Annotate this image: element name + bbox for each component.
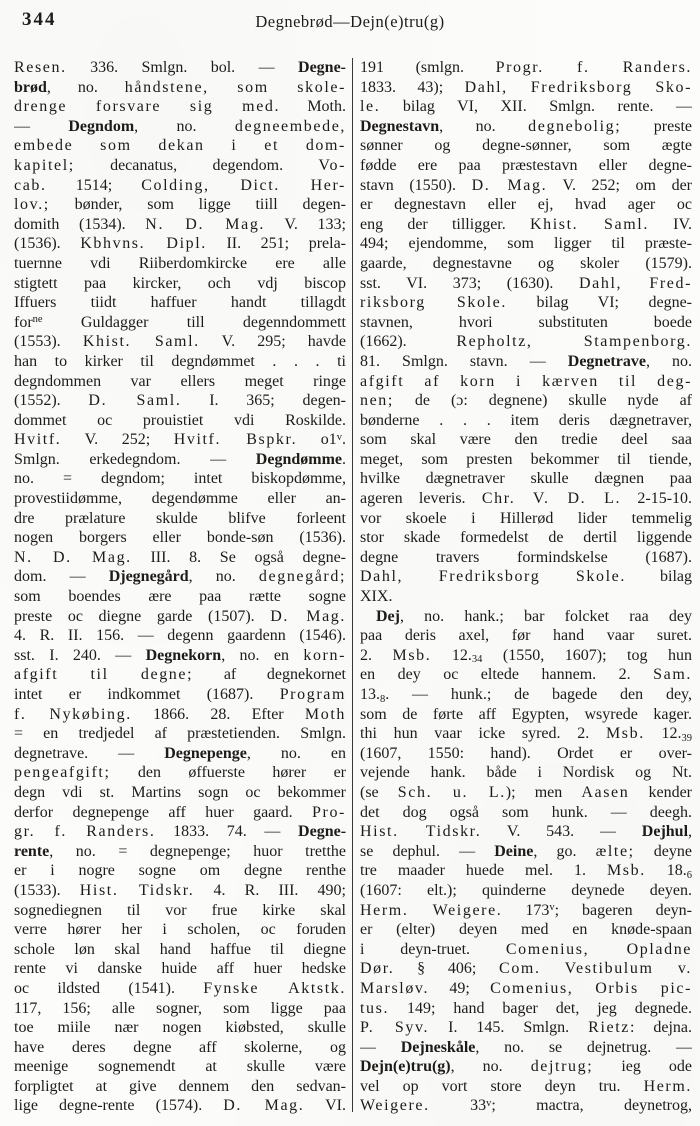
- text-line: som boendes ære paa rætte sogne: [14, 588, 346, 606]
- text-line: for$^{ne}$ Guldagger till degenndommett: [14, 313, 346, 331]
- text-line: tuernne vdi Riiberdomkircke ere alle: [14, 254, 346, 272]
- text-line: derfor degnepenge aff huer gaard. Pro-: [14, 803, 346, 821]
- text-line: Hvitf. V. 252; Hvitf. Bspkr. o1$^v$.: [14, 431, 346, 449]
- text-line: rente vi danske huide aff huer hedske: [14, 960, 346, 978]
- text-line: XIX.: [360, 588, 393, 606]
- text-line: preste oc diegne garde (1507). D. Mag.: [14, 607, 346, 625]
- text-line: lov.; bønder, som ligge tiill degen-: [14, 196, 346, 214]
- column-right: [360, 58, 692, 1118]
- text-line: paa deris axel, før hand vaar suret.: [360, 627, 692, 645]
- text-line: nen; de (ɔ: degnene) skulle nyde af: [360, 392, 692, 410]
- text-line: have deres degne aff skolerne, og: [14, 1038, 346, 1056]
- text-line: brød, no. håndstene, som skole-: [14, 78, 346, 96]
- text-line: drenge forsvare sig med. Moth.: [14, 98, 346, 116]
- text-line: = en tredjedel af præstetienden. Smlgn.: [14, 725, 346, 743]
- text-line: stigtett paa kircker, och vdj biscop: [14, 274, 346, 292]
- text-line: som de førte aff Egypten, wsyrede kager.: [360, 705, 692, 723]
- text-line: dom. — Djegnegård, no. degnegård;: [14, 568, 346, 586]
- running-title: Degnebrød—Dejn(e)tru(g): [255, 12, 445, 31]
- text-line: stavn (1550). D. Mag. V. 252; om der: [360, 176, 692, 194]
- text-line: afgift til degne; af degnekornet: [14, 666, 346, 684]
- text-line: f. Nykøbing. 1866. 28. Efter Moth: [14, 705, 346, 723]
- page-number: 344: [22, 9, 57, 30]
- text-line: P. Syv. I. 145. Smlgn. Rietz: dejna.: [360, 1019, 692, 1037]
- text-line: pengeafgift; den øffuerste hører er: [14, 764, 346, 782]
- text-line: tre maader huede mel. 1. Msb. 18.6: [360, 862, 692, 881]
- text-line: — Degndom, no. degneembede,: [14, 117, 346, 135]
- text-line: Iffuers tiidt haffuer handt tillagdt: [14, 294, 346, 312]
- text-line: dre prælature skulde blifve forleent: [14, 509, 346, 527]
- text-line: vor skoele i Hillerød lider temmelig: [360, 509, 692, 527]
- text-line: Dør. § 406; Com. Vestibulum v.: [360, 960, 692, 978]
- text-line: hvilke dægnetraver skulle dægnen paa: [360, 470, 692, 488]
- column-divider-rule: [352, 58, 353, 1112]
- text-line: 2. Msb. 12.34 (1550, 1607); tog hun: [360, 646, 692, 666]
- text-line: (1552). D. Saml. I. 365; degen-: [14, 392, 346, 410]
- text-line: verre hører her i scholen, oc foruden: [14, 921, 346, 939]
- text-line: 81. Smlgn. stavn. — Degnetrave, no.: [360, 352, 692, 370]
- text-line: embede som dekan i et dom-: [14, 137, 346, 155]
- text-line: bønderne . . . item deris dægnetraver,: [360, 411, 692, 429]
- column-left: [14, 58, 346, 1118]
- text-line: eng der tilligger. Khist. Saml. IV.: [360, 215, 692, 233]
- text-line: domith (1534). N. D. Mag. V. 133;: [14, 215, 346, 233]
- text-line: se dephul. — Deine, go. ælte; deyne: [360, 842, 692, 860]
- text-line: er (elter) deyen med en knøde-spaan: [360, 921, 692, 939]
- text-line: er i nogre sogne om degne renthe: [14, 862, 346, 880]
- text-line: forpligtet at give dennem den sedvan-: [14, 1077, 346, 1095]
- text-columns: [14, 58, 692, 1118]
- text-line: Hist. Tidskr. V. 543. — Dejhul,: [360, 823, 692, 841]
- text-line: dommet oc prouistiet vdi Roskilde.: [14, 411, 346, 429]
- text-line: toe miile nær nogen kiøbsted, skulle: [14, 1019, 346, 1037]
- text-line: — Dejneskåle, no. se dejnetrug. —: [360, 1038, 692, 1056]
- text-line: degndommen var ellers meget ringe: [14, 372, 346, 390]
- text-line: (se Sch. u. L.); men Aasen kender: [360, 783, 692, 801]
- text-line: nogen borgers eller bonde-søn (1536).: [14, 529, 346, 547]
- text-line: riksborg Skole. bilag VI; degne-: [360, 294, 692, 312]
- text-line: stavnen, hvori substituten boede: [360, 313, 692, 331]
- text-line: en dey oc eltede hannem. 2. Sam.: [360, 666, 692, 684]
- text-line: thi hun vaar icke syred. 2. Msb. 12.39: [360, 725, 692, 744]
- text-line: cab. 1514; Colding, Dict. Her-: [14, 176, 346, 194]
- text-line: Herm. Weigere. 173$^v$; bageren deyn-: [360, 901, 692, 919]
- text-line: (1607: elt.); quinderne deynede deyen.: [360, 881, 692, 899]
- text-line: Dejn(e)tru(g), no. dejtrug; ieg ode: [360, 1058, 692, 1076]
- text-line: Smlgn. erkedegndom. — Degndømme.: [14, 450, 346, 468]
- text-line: meget, som presten bekommer til tiende,: [360, 450, 692, 468]
- text-line: (1553). Khist. Saml. V. 295; havde: [14, 333, 346, 351]
- text-line: Resen. 336. Smlgn. bol. — Degne-: [14, 59, 346, 76]
- text-line: 4. R. II. 156. — degenn gaardenn (1546).: [14, 627, 346, 645]
- text-line: 191 (smlgn. Progr. f. Randers.: [360, 59, 692, 76]
- text-line: (1607, 1550: hand). Ordet er over-: [360, 744, 692, 762]
- text-line: er degnestavn eller ej, hvad ager oc: [360, 196, 692, 214]
- text-line: sst. I. 240. — Degnekorn, no. en korn-: [14, 646, 346, 664]
- text-line: sst. VI. 373; (1630). Dahl, Fred-: [360, 274, 692, 292]
- text-line: Dahl, Fredriksborg Skole. bilag: [360, 568, 692, 586]
- text-line: degn vdi st. Martins sogn oc bekommer: [14, 783, 346, 801]
- text-line: 1833. 43); Dahl, Fredriksborg Sko-: [360, 78, 692, 96]
- text-line: meenige sognemendt at skulle være: [14, 1058, 346, 1076]
- text-line: le. bilag VI, XII. Smlgn. rente. —: [360, 98, 692, 116]
- text-line: som skal være den tredie deel saa: [360, 431, 692, 449]
- text-line: rente, no. = degnepenge; huor tretthe: [14, 842, 346, 860]
- text-line: no. = degndom; intet biskopdømme,: [14, 470, 346, 488]
- text-line: provestiidømme, degendømme eller an-: [14, 490, 346, 508]
- text-line: sønner og degne-sønner, som ægte: [360, 137, 692, 155]
- text-line: 117, 156; alle sogner, som ligge paa: [14, 999, 346, 1017]
- text-line: ageren leveris. Chr. V. D. L. 2-15-10.: [360, 490, 692, 508]
- text-line: 13.8. — hunk.; de bagede den dey,: [360, 686, 692, 705]
- text-line: gr. f. Randers. 1833. 74. — Degne-: [14, 823, 346, 841]
- text-line: oc ildsted (1541). Fynske Aktstk.: [14, 979, 346, 997]
- text-line: lige degne-rente (1574). D. Mag. VI.: [14, 1097, 346, 1115]
- text-line: fødde ere paa præstestavn eller degne-: [360, 156, 692, 174]
- text-line: han to kirker til degndømmet . . . ti: [14, 352, 346, 370]
- text-line: Degnestavn, no. degnebolig; preste: [360, 117, 692, 135]
- text-line: tus. 149; hand bager det, jeg degnede.: [360, 999, 692, 1017]
- text-line: (1662). Repholtz, Stampenborg.: [360, 333, 692, 351]
- text-line: Marsløv. 49; Comenius, Orbis pic-: [360, 979, 692, 997]
- text-line: i deyn-truet. Comenius, Opladne: [360, 940, 692, 958]
- text-line: sognediegnen til vor frue kirke skal: [14, 901, 346, 919]
- text-line: gaarde, degnestavne og skoler (1579).: [360, 254, 692, 272]
- text-line: vel op vort store deyn tru. Herm.: [360, 1077, 692, 1095]
- text-line: (1533). Hist. Tidskr. 4. R. III. 490;: [14, 881, 346, 899]
- text-line: kapitel; decanatus, degendom. Vo-: [14, 156, 346, 174]
- text-line: N. D. Mag. III. 8. Se også degne-: [14, 548, 346, 566]
- text-line: Dej, no. hank.; bar folcket raa dey: [376, 607, 692, 625]
- text-line: degnetrave. — Degnepenge, no. en: [14, 744, 346, 762]
- text-line: intet er indkommet (1687). Program: [14, 686, 346, 703]
- text-line: (1536). Kbhvns. Dipl. II. 251; prela-: [14, 235, 346, 253]
- text-line: Weigere. 33$^v$; mactra, deynetrog,: [360, 1097, 692, 1115]
- text-line: vejende hank. både i Nordisk og Nt.: [360, 764, 692, 782]
- text-line: afgift af korn i kærven til deg-: [360, 372, 692, 390]
- text-line: degne travers formindskelse (1687).: [360, 548, 692, 566]
- page-header: [0, 6, 700, 40]
- text-line: stor skade formedelst de dertil liggende: [360, 529, 692, 547]
- text-line: det dog også som hunk. — deegh.: [360, 803, 692, 821]
- text-line: 494; ejendomme, som ligger til præste-: [360, 235, 692, 253]
- text-line: schole løn skal hand haffue til diegne: [14, 940, 346, 958]
